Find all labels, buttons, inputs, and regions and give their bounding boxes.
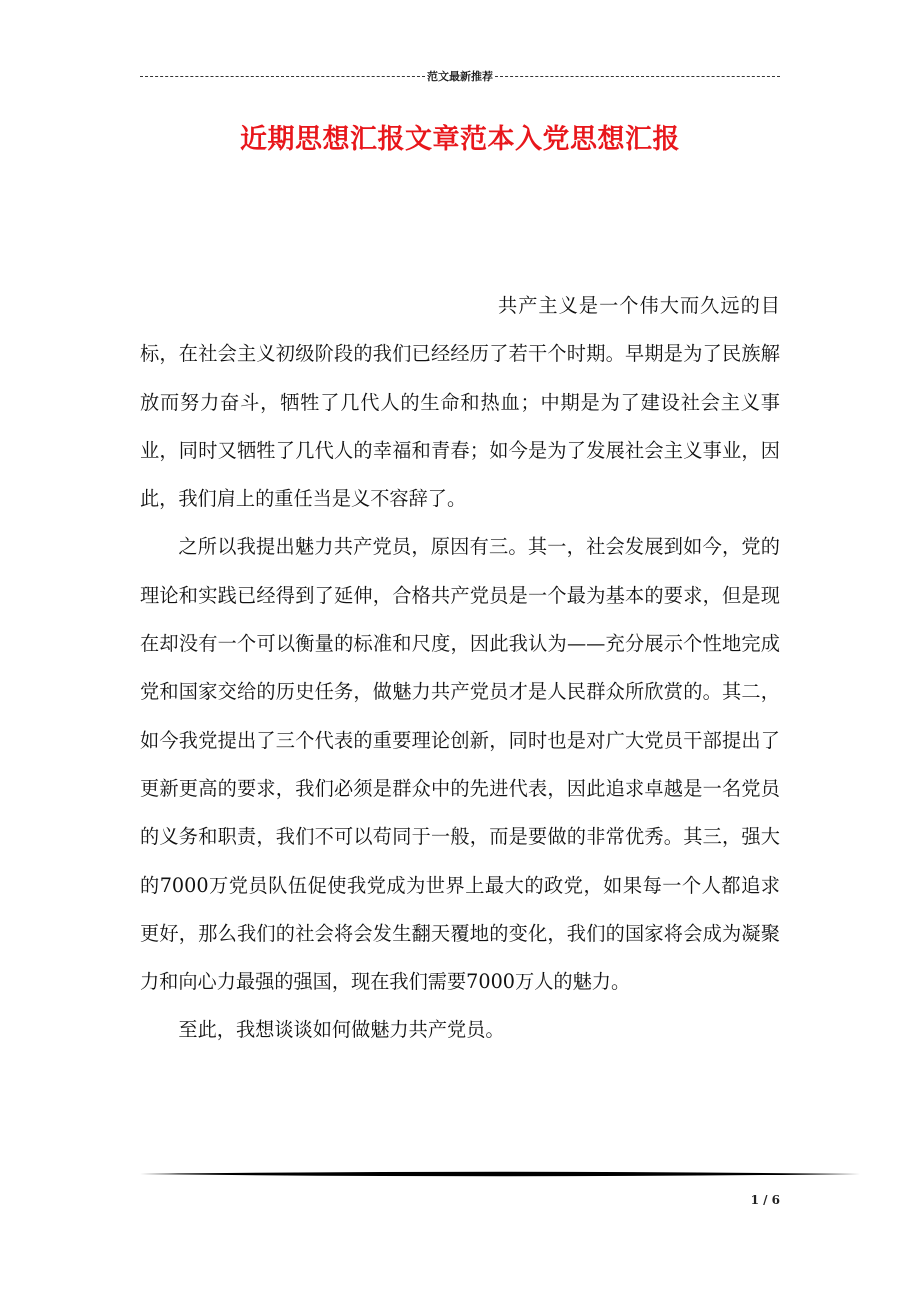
paragraph-3: 至此，我想谈谈如何做魅力共产党员。	[178, 1018, 505, 1042]
paragraph-1: 共产主义是一个伟大而久远的目标，在社会主义初级阶段的我们已经经历了若干个时期。早期是为了民族解放而努力奋斗，牺牲了几代人的生命和热血；中期是为了建设社会主义事业，同时又牺牲了几代人的幸福和青春；如今是为了发展社会主义事业，因此，我们肩上的重任当是义不容辞了。	[140, 294, 780, 511]
header-dashes-right	[495, 76, 780, 77]
page-header	[140, 66, 780, 86]
header-dashes-left	[140, 76, 425, 77]
document-body	[140, 282, 780, 1055]
page-number: 1 / 6	[750, 1193, 780, 1207]
paragraph-2: 之所以我提出魅力共产党员，原因有三。其一，社会发展到如今，党的理论和实践已经得到了延伸，合格共产党员是一个最为基本的要求，但是现在却没有一个可以衡量的标准和尺度，因此我认为——充分展示个性地完成党和国家交给的历史任务，做魅力共产党员才是人民群众所欣赏的。其二，如今我党提出了三个代表的重要理论创新，同时也是对广大党员干部提出了更新更高的要求，我们必须是群众中的先进代表，因此追求卓越是一名党员的义务和职责，我们不可以苟同于一般，而是要做的非常优秀。其三，强大的7000万党员队伍促使我党成为世界上最大的政党，如果每一个人都追求更好，那么我们的社会将会发生翻天覆地的变化，我们的国家将会成为凝聚力和向心力最强的强国，现在我们需要7000万人的魅力。	[140, 535, 780, 994]
document-title: 近期思想汇报文章范本入党思想汇报	[240, 124, 680, 155]
header-label: 范文最新推荐	[427, 70, 493, 83]
footer-rule	[140, 1170, 860, 1178]
